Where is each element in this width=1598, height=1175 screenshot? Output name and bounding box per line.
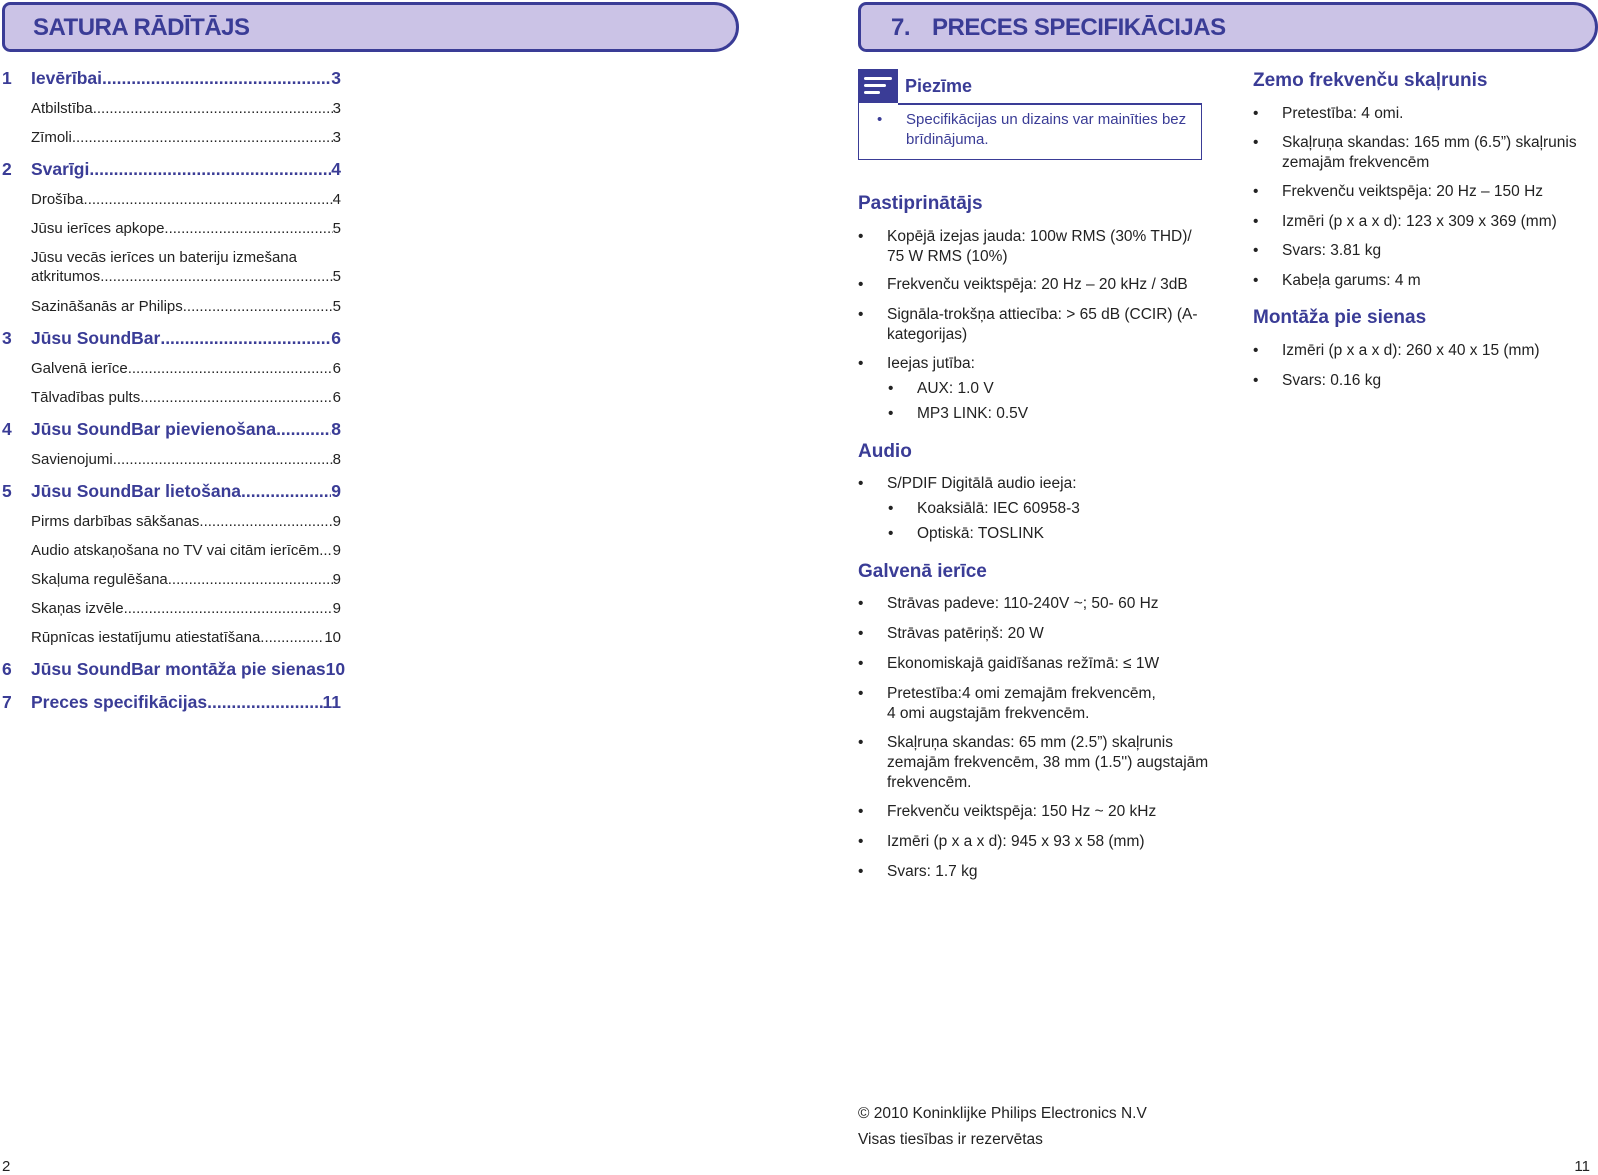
toc-sub-title: Savienojumi (31, 451, 113, 468)
spec-subitem: • Optiskā: TOSLINK (888, 525, 1044, 542)
note-title: Piezīme (905, 76, 973, 96)
toc-page: 5 (332, 298, 341, 315)
note-text-line1: Specifikācijas un dizains var mainīties bez (906, 111, 1187, 128)
toc-chapter-3[interactable] (0, 328, 345, 359)
spec-item: • Pretestība: 4 omi. (1253, 105, 1404, 122)
toc-chapter-7[interactable] (0, 692, 345, 723)
toc-page: 4 (332, 191, 341, 208)
section-title-zemo: Zemo frekvenču skaļrunis (1253, 70, 1488, 91)
rights-text: Visas tiesības ir rezervētas (858, 1131, 1043, 1148)
spec-item: • Strāvas padeve: 110-240V ~; 50- 60 Hz (858, 595, 1159, 612)
spec-subitem: • Koaksiālā: IEC 60958-3 (888, 500, 1080, 517)
copyright-text: © 2010 Koninklijke Philips Electronics N.V (858, 1105, 1147, 1122)
spec-item: • Skaļruņa skandas: 165 mm (6.5”) skaļrunis zemajām frekvencēm (1253, 134, 1577, 171)
toc-chapter-5[interactable] (0, 481, 345, 512)
toc-sub-title: Audio atskaņošana no TV vai citām ierīcēm (31, 542, 320, 559)
spec-header (858, 2, 1598, 52)
toc-chapter-title: Jūsu SoundBar lietošana (31, 481, 242, 501)
toc-sub-title: Sazināšanās ar Philips (31, 298, 183, 315)
toc-chapter-title: Jūsu SoundBar pievienošana (31, 419, 277, 439)
toc-sub-zimoli[interactable] (0, 128, 345, 159)
spec-item: • Frekvenču veiktspēja: 20 Hz – 20 kHz / 3dB (858, 276, 1188, 293)
toc-page: 9 (332, 571, 341, 588)
toc-sub-savienojumi[interactable] (0, 450, 345, 481)
toc-sub-title: Zīmoli (31, 129, 72, 146)
toc-page: 9 (332, 513, 341, 530)
toc-chapter-title: Jūsu SoundBar montāža pie sienas (31, 659, 326, 679)
toc-chapter-number: 5 (2, 481, 12, 501)
toc-header: SATURA RĀDĪTĀJS (2, 2, 739, 52)
spec-subitem: • AUX: 1.0 V (888, 380, 994, 397)
spec-item: • Frekvenču veiktspēja: 150 Hz ~ 20 kHz (858, 803, 1157, 820)
section-title-audio: Audio (858, 441, 912, 462)
toc-page: 5 (332, 220, 341, 237)
toc-sub-audio[interactable] (0, 541, 345, 570)
toc-sub-rupnicas[interactable] (0, 628, 345, 659)
toc-sub-skanas[interactable] (0, 599, 345, 628)
toc-page: 9 (331, 481, 341, 501)
toc-chapter-title: Ievērībai (31, 68, 103, 88)
note-box (858, 69, 1202, 160)
section-title-montaza: Montāža pie sienas (1253, 307, 1427, 328)
toc-page: 11 (322, 692, 341, 712)
spec-item: • Izmēri (p x a x d): 123 x 309 x 369 (mm) (1253, 213, 1557, 230)
toc-page: 6 (332, 360, 341, 377)
toc-page: 6 (331, 328, 341, 348)
page-number-left: 2 (2, 1158, 11, 1175)
toc-page: 3 (332, 129, 341, 146)
toc-sub-title: Galvenā ierīce (31, 360, 128, 377)
toc-page: 4 (331, 159, 341, 179)
spec-subitem: • MP3 LINK: 0.5V (888, 405, 1029, 422)
toc-sub-title: atkritumos (31, 268, 101, 285)
toc-page: 6 (332, 389, 341, 406)
spec-item: • Svars: 3.81 kg (1253, 242, 1382, 259)
toc-sub-drosiba[interactable] (0, 190, 345, 219)
spec-item: • Signāla-trokšņa attiecība: > 65 dB (CCIR) (A- kategorijas) (858, 306, 1198, 343)
toc-sub-izmesana[interactable] (0, 248, 345, 297)
toc-sub-atbilstiba[interactable] (0, 99, 345, 128)
toc-page: 10 (324, 629, 341, 646)
toc-chapter-number: 3 (2, 328, 12, 348)
spec-item: • Kopējā izejas jauda: 100w RMS (30% THD)/ 75 W RMS (10%) (858, 228, 1192, 265)
spec-item: • Izmēri (p x a x d): 260 x 40 x 15 (mm) (1253, 342, 1540, 359)
toc-sub-title: Pirms darbības sākšanas (31, 513, 200, 530)
spec-item: • Svars: 1.7 kg (858, 863, 978, 880)
spec-item: • Ekonomiskajā gaidīšanas režīmā: ≤ 1W (858, 655, 1160, 672)
toc-chapter-4[interactable] (0, 419, 345, 450)
toc-page: 8 (331, 419, 341, 439)
note-icon (858, 69, 898, 103)
spec-item: • Ieejas jutība: (858, 355, 975, 372)
toc-chapter-number: 7 (2, 692, 12, 712)
section-title-galvena: Galvenā ierīce (858, 561, 987, 582)
toc-sub-title: Drošība (31, 191, 84, 208)
toc-chapter-2[interactable] (0, 159, 345, 190)
toc-chapter-1[interactable] (0, 68, 345, 99)
toc-sub-title: Rūpnīcas iestatījumu atiestatīšana (31, 629, 261, 646)
spec-item: • Skaļruņa skandas: 65 mm (2.5”) skaļrunis zemajām frekvencēm, 38 mm (1.5'') augstajām frekvencēm. (858, 734, 1209, 791)
toc-chapter-title: Jūsu SoundBar (31, 328, 161, 348)
spec-item: • Pretestība:4 omi zemajām frekvencēm, 4 omi augstajām frekvencēm. (858, 685, 1156, 722)
toc-page: 10 (325, 659, 346, 679)
spec-item: • Frekvenču veiktspēja: 20 Hz – 150 Hz (1253, 183, 1544, 200)
toc-chapter-6[interactable] (0, 659, 345, 692)
toc-sub-apkope[interactable] (0, 219, 345, 248)
table-of-contents (0, 68, 345, 723)
toc-chapter-title: Preces specifikācijas (31, 692, 208, 712)
toc-sub-galvena[interactable] (0, 359, 345, 388)
toc-page: 9 (332, 542, 341, 559)
spec-item: • Svars: 0.16 kg (1253, 372, 1382, 389)
toc-page: 9 (332, 600, 341, 617)
toc-page: 3 (332, 100, 341, 117)
page-number-right: 11 (1574, 1158, 1590, 1175)
spec-item: • Izmēri (p x a x d): 945 x 93 x 58 (mm) (858, 833, 1145, 850)
toc-sub-title: Atbilstība (31, 100, 93, 117)
note-bullet: • (877, 111, 883, 128)
toc-page: 5 (332, 268, 341, 285)
toc-sub-talvadibas[interactable] (0, 388, 345, 419)
spec-header-number: 7. (891, 14, 911, 41)
spec-item: • Kabeļa garums: 4 m (1253, 272, 1421, 289)
toc-sub-skaluma[interactable] (0, 570, 345, 599)
section-title-pastiprinatajs: Pastiprinātājs (858, 193, 983, 214)
toc-sub-philips[interactable] (0, 297, 345, 328)
toc-page: 3 (331, 68, 341, 88)
toc-chapter-number: 4 (2, 419, 12, 439)
toc-sub-title: Jūsu ierīces apkope (31, 220, 165, 237)
toc-chapter-number: 6 (2, 659, 12, 679)
spec-item: • Strāvas patēriņš: 20 W (858, 625, 1044, 642)
toc-sub-title: Skaļuma regulēšana (31, 571, 168, 588)
toc-page: 8 (332, 451, 341, 468)
note-text-line2: brīdinājuma. (906, 131, 989, 148)
toc-sub-title: Skaņas izvēle (31, 600, 124, 617)
spec-header-title: PRECES SPECIFIKĀCIJAS (932, 14, 1226, 41)
spec-item: • S/PDIF Digitālā audio ieeja: (858, 475, 1077, 492)
toc-sub-title-line1: Jūsu vecās ierīces un bateriju izmešana (31, 249, 297, 266)
toc-chapter-title: Svarīgi (31, 159, 90, 179)
toc-sub-pirms[interactable] (0, 512, 345, 541)
toc-chapter-number: 1 (2, 68, 12, 88)
toc-chapter-number: 2 (2, 159, 12, 179)
toc-sub-title: Tālvadības pults (31, 389, 141, 406)
